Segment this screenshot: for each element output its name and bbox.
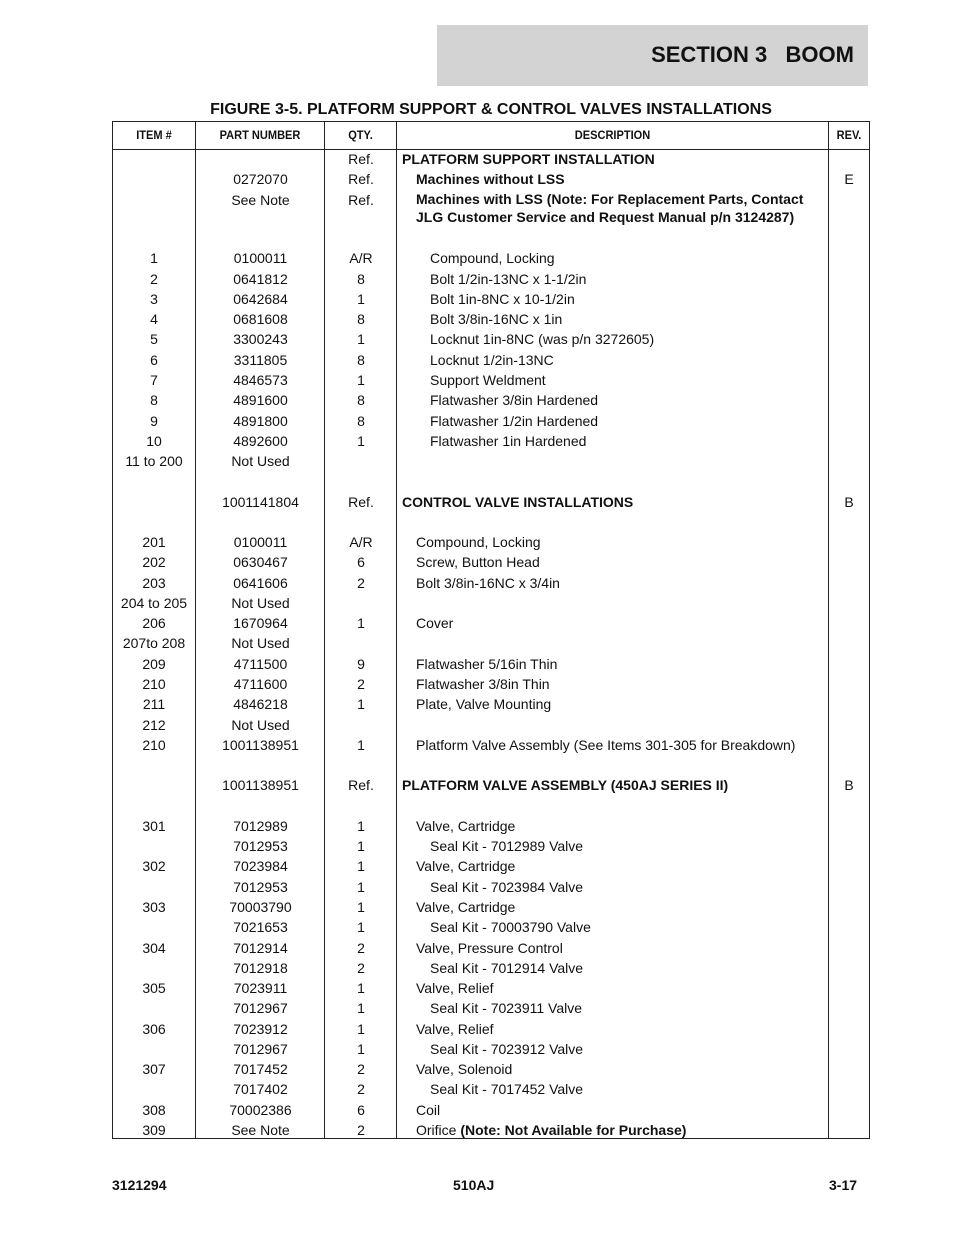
- cell-qty: 1: [357, 615, 365, 632]
- cell-part-number: 4891800: [233, 412, 288, 429]
- cell-qty: 6: [357, 1101, 365, 1118]
- table-row: [113, 735, 869, 755]
- table-row: [113, 1100, 869, 1120]
- cell-qty: 1: [357, 1040, 365, 1057]
- cell-description: [402, 1039, 830, 1059]
- table-row: [113, 309, 869, 329]
- cell-part-number: 7023912: [233, 1020, 288, 1037]
- table-row: [113, 289, 869, 309]
- table-row: [113, 654, 869, 674]
- cell-part-number: 7012914: [233, 939, 288, 956]
- cell-qty: 1: [357, 838, 365, 855]
- cell-part-number: Not Used: [231, 453, 290, 470]
- cell-qty: 8: [357, 311, 365, 328]
- cell-qty: 2: [357, 676, 365, 693]
- cell-part-number: 4892600: [233, 432, 288, 449]
- column-header-item: ITEM #: [136, 128, 172, 142]
- cell-item: 2: [150, 270, 158, 287]
- description-text: Cover: [416, 615, 454, 632]
- cell-item: 1: [150, 250, 158, 267]
- cell-part-number: 3300243: [233, 331, 288, 348]
- cell-qty: 1: [357, 878, 365, 895]
- table-row: [113, 938, 869, 958]
- cell-part-number: 70003790: [229, 898, 292, 915]
- cell-item: 5: [150, 331, 158, 348]
- cell-item: 203: [142, 574, 166, 591]
- table-row: [113, 329, 869, 349]
- cell-description: [402, 877, 830, 897]
- cell-qty: 1: [357, 817, 365, 834]
- cell-description: [402, 674, 830, 694]
- description-text: Valve, Relief: [416, 980, 494, 997]
- cell-description: [402, 816, 830, 836]
- cell-qty: 8: [357, 392, 365, 409]
- description-text: Bolt 3/8in-16NC x 3/4in: [416, 574, 560, 591]
- cell-part-number: 0641606: [233, 574, 288, 591]
- description-text: Locknut 1in-8NC (was p/n 3272605): [430, 331, 655, 348]
- cell-part-number: 1001138951: [222, 777, 299, 794]
- cell-description: [402, 613, 830, 633]
- cell-item: 201: [142, 534, 166, 551]
- cell-part-number: 0641812: [233, 270, 288, 287]
- cell-description: [402, 411, 830, 431]
- cell-part-number: 3311805: [233, 351, 288, 368]
- description-text: Flatwasher 1in Hardened: [430, 432, 587, 449]
- description-text: Flatwasher 5/16in Thin: [416, 655, 558, 672]
- cell-item: 210: [142, 676, 166, 693]
- column-header-part-number: PART NUMBER: [219, 128, 301, 142]
- cell-item: 210: [142, 736, 166, 753]
- cell-qty: 8: [357, 412, 365, 429]
- description-text: Bolt 1in-8NC x 10-1/2in: [430, 290, 575, 307]
- cell-description: [402, 269, 830, 289]
- cell-qty: 1: [357, 919, 365, 936]
- cell-description: [402, 552, 830, 572]
- table-row: [113, 978, 869, 998]
- cell-part-number: 7023984: [233, 858, 288, 875]
- cell-qty: 1: [357, 331, 365, 348]
- cell-item: 206: [142, 615, 166, 632]
- table-row: [113, 633, 869, 653]
- cell-qty: A/R: [349, 534, 373, 551]
- cell-description: [402, 532, 830, 552]
- cell-description: [402, 938, 830, 958]
- cell-description: [402, 190, 830, 226]
- table-row: [113, 169, 869, 189]
- description-text: Flatwasher 1/2in Hardened: [430, 412, 599, 429]
- description-text: Coil: [416, 1101, 441, 1118]
- table-row: [113, 897, 869, 917]
- table-row: [113, 451, 869, 471]
- description-text: Machines without LSS: [416, 171, 565, 188]
- cell-qty: Ref.: [348, 171, 374, 188]
- table-row: [113, 816, 869, 836]
- cell-part-number: 7017402: [233, 1081, 288, 1098]
- cell-item: 303: [142, 898, 166, 915]
- cell-description: [402, 329, 830, 349]
- cell-item: 309: [142, 1121, 166, 1138]
- cell-part-number: See Note: [231, 191, 290, 208]
- cell-part-number: Not Used: [231, 635, 290, 652]
- section-title: SECTION 3 BOOM: [651, 42, 854, 67]
- table-row: [113, 1019, 869, 1039]
- cell-qty: 6: [357, 554, 365, 571]
- table-header: [113, 122, 869, 150]
- cell-item: 202: [142, 554, 166, 571]
- table-row: [113, 431, 869, 451]
- cell-qty: 2: [357, 1081, 365, 1098]
- description-text: Compound, Locking: [416, 534, 541, 551]
- cell-qty: 1: [357, 736, 365, 753]
- description-text: Platform Valve Assembly (See Items 301-305 for Breakdown): [416, 736, 796, 753]
- cell-description: [402, 694, 830, 714]
- cell-description: [402, 370, 830, 390]
- table-row: [113, 190, 869, 229]
- table-row: [113, 877, 869, 897]
- description-text: Valve, Cartridge: [416, 817, 516, 834]
- table-row: [113, 917, 869, 937]
- table-row: [113, 573, 869, 593]
- cell-part-number: 7012953: [233, 878, 288, 895]
- table-row: [113, 390, 869, 410]
- cell-part-number: 0642684: [233, 290, 288, 307]
- table-row: [113, 836, 869, 856]
- cell-item: 305: [142, 980, 166, 997]
- description-text: Seal Kit - 7023912 Valve: [430, 1040, 584, 1057]
- footer-page-number: 3-17: [829, 1177, 858, 1193]
- table-spacer-row: [113, 228, 869, 248]
- cell-description: [402, 1059, 830, 1079]
- cell-part-number: 1001138951: [222, 736, 299, 753]
- cell-qty: 1: [357, 371, 365, 388]
- cell-description: [402, 1120, 830, 1140]
- cell-part-number: 4711600: [233, 676, 288, 693]
- cell-part-number: 1001141804: [222, 493, 299, 510]
- description-text: Compound, Locking: [430, 250, 555, 267]
- cell-description: [402, 654, 830, 674]
- cell-qty: Ref.: [348, 151, 374, 167]
- cell-item: 11 to 200: [125, 453, 183, 470]
- description-text: Valve, Cartridge: [416, 898, 516, 915]
- cell-description: [402, 735, 830, 755]
- cell-part-number: 4846218: [233, 696, 288, 713]
- description-text: Screw, Button Head: [416, 554, 540, 571]
- table-row: [113, 370, 869, 390]
- cell-part-number: 7012989: [233, 817, 288, 834]
- table-row: [113, 269, 869, 289]
- column-header-qty: QTY.: [348, 128, 373, 142]
- table-row: [113, 411, 869, 431]
- description-text: PLATFORM SUPPORT INSTALLATION: [402, 151, 655, 167]
- table-row: [113, 1059, 869, 1079]
- cell-part-number: See Note: [231, 1121, 290, 1138]
- cell-part-number: 0681608: [233, 311, 288, 328]
- cell-description: [402, 390, 830, 410]
- description-text: CONTROL VALVE INSTALLATIONS: [402, 493, 634, 510]
- cell-item: 10: [146, 432, 162, 449]
- cell-item: 306: [142, 1020, 166, 1037]
- cell-description: [402, 492, 830, 512]
- table-row: [113, 593, 869, 613]
- figure-title: FIGURE 3-5. PLATFORM SUPPORT & CONTROL VALVES INSTALLATIONS: [210, 101, 772, 118]
- table-row: [113, 613, 869, 633]
- cell-description: [402, 1100, 830, 1120]
- table-row: [113, 248, 869, 268]
- cell-description: [402, 856, 830, 876]
- description-text: Valve, Cartridge: [416, 858, 516, 875]
- cell-qty: 2: [357, 1061, 365, 1078]
- cell-description: [402, 573, 830, 593]
- cell-rev: B: [844, 493, 854, 510]
- cell-qty: 2: [357, 1121, 365, 1138]
- description-text: Valve, Relief: [416, 1020, 494, 1037]
- description-text: Locknut 1/2in-13NC: [430, 351, 554, 368]
- table-row: [113, 1079, 869, 1099]
- cell-item: 8: [150, 392, 158, 409]
- cell-description: [402, 289, 830, 309]
- cell-qty: 1: [357, 290, 365, 307]
- cell-description: [402, 917, 830, 937]
- table-spacer-row: [113, 512, 869, 532]
- table-row: [113, 532, 869, 552]
- cell-part-number: Not Used: [231, 594, 290, 611]
- cell-qty: Ref.: [348, 777, 374, 794]
- cell-part-number: 7017452: [233, 1061, 288, 1078]
- cell-item: 7: [150, 371, 158, 388]
- cell-description: [402, 897, 830, 917]
- cell-description: [402, 775, 830, 795]
- description-text: PLATFORM VALVE ASSEMBLY (450AJ SERIES II): [402, 777, 729, 794]
- cell-part-number: 4891600: [233, 392, 288, 409]
- parts-table: [112, 121, 870, 1139]
- table-row: [113, 775, 869, 795]
- footer-model: 510AJ: [453, 1177, 495, 1193]
- cell-qty: 2: [357, 939, 365, 956]
- cell-qty: Ref.: [348, 493, 374, 510]
- description-text: Seal Kit - 7017452 Valve: [430, 1081, 584, 1098]
- cell-item: 9: [150, 412, 158, 429]
- footer-doc-number: 3121294: [112, 1177, 167, 1193]
- table-spacer-row: [113, 755, 869, 775]
- table-row: [113, 1039, 869, 1059]
- description-text: Orifice: [416, 1121, 461, 1138]
- description-text: Bolt 3/8in-16NC x 1in: [430, 311, 563, 328]
- table-row: [113, 694, 869, 714]
- cell-description: [402, 149, 830, 169]
- cell-item: 6: [150, 351, 158, 368]
- table-row: [113, 856, 869, 876]
- cell-description: [402, 309, 830, 329]
- table-row: [113, 149, 869, 169]
- cell-description: [402, 431, 830, 451]
- description-text: Flatwasher 3/8in Hardened: [430, 392, 599, 409]
- description-text: Bolt 1/2in-13NC x 1-1/2in: [430, 270, 587, 287]
- cell-part-number: 0100011: [233, 534, 288, 551]
- cell-qty: 1: [357, 898, 365, 915]
- description-text: Valve, Pressure Control: [416, 939, 563, 956]
- table-row: [113, 674, 869, 694]
- cell-item: 3: [150, 290, 158, 307]
- description-text: Flatwasher 3/8in Thin: [416, 676, 550, 693]
- cell-qty: 9: [357, 655, 365, 672]
- section-banner: [437, 25, 868, 86]
- cell-qty: 1: [357, 1000, 365, 1017]
- cell-part-number: 7012967: [233, 1040, 288, 1057]
- table-row: [113, 998, 869, 1018]
- cell-part-number: 0630467: [233, 554, 288, 571]
- description-text: Plate, Valve Mounting: [416, 696, 552, 713]
- table-row: [113, 1120, 869, 1140]
- cell-rev: E: [844, 171, 854, 188]
- table-row: [113, 958, 869, 978]
- description-text: Machines with LSS (Note: For Replacement Parts, Contact JLG Customer Service and Request Manual p/n 3124287): [416, 190, 804, 225]
- cell-item: 212: [142, 716, 166, 733]
- cell-part-number: 7021653: [233, 919, 288, 936]
- cell-description: [402, 978, 830, 998]
- table-row: [113, 715, 869, 735]
- cell-item: 204 to 205: [120, 594, 188, 611]
- description-text: Seal Kit - 7023911 Valve: [430, 1000, 583, 1017]
- cell-qty: 1: [357, 858, 365, 875]
- cell-item: 4: [150, 311, 158, 328]
- cell-qty: 8: [357, 270, 365, 287]
- table-spacer-row: [113, 471, 869, 491]
- description-text: Valve, Solenoid: [416, 1061, 513, 1078]
- cell-description: [402, 836, 830, 856]
- cell-part-number: 7012953: [233, 838, 288, 855]
- description-text: Seal Kit - 70003790 Valve: [430, 919, 591, 936]
- cell-part-number: 4711500: [233, 655, 288, 672]
- cell-description: [402, 1019, 830, 1039]
- cell-part-number: 1670964: [233, 615, 288, 632]
- cell-part-number: 7012918: [233, 959, 288, 976]
- cell-qty: 2: [357, 574, 365, 591]
- description-text: Seal Kit - 7012914 Valve: [430, 959, 584, 976]
- cell-qty: 1: [357, 432, 365, 449]
- table-row: [113, 350, 869, 370]
- column-header-rev: REV.: [836, 128, 862, 142]
- cell-description: [402, 248, 830, 268]
- description-text: Seal Kit - 7023984 Valve: [430, 878, 584, 895]
- cell-description: [402, 1079, 830, 1099]
- cell-part-number: 70002386: [229, 1101, 292, 1118]
- cell-rev: B: [844, 777, 854, 794]
- cell-qty: 1: [357, 696, 365, 713]
- cell-description: [402, 958, 830, 978]
- cell-item: 304: [142, 939, 166, 956]
- cell-qty: 8: [357, 351, 365, 368]
- cell-description: [402, 350, 830, 370]
- cell-item: 307: [142, 1061, 166, 1078]
- table-spacer-row: [113, 796, 869, 816]
- cell-description: [402, 998, 830, 1018]
- cell-part-number: Not Used: [231, 716, 290, 733]
- cell-item: 207to 208: [122, 635, 186, 652]
- cell-part-number: 7023911: [233, 980, 288, 997]
- cell-qty: A/R: [349, 250, 373, 267]
- cell-qty: 1: [357, 980, 365, 997]
- cell-part-number: 0272070: [233, 171, 288, 188]
- cell-item: 308: [142, 1101, 166, 1118]
- description-note: (Note: Not Available for Purchase): [460, 1121, 687, 1138]
- cell-qty: Ref.: [348, 191, 374, 208]
- cell-part-number: 0100011: [233, 250, 288, 267]
- table-row: [113, 552, 869, 572]
- cell-item: 211: [142, 696, 166, 713]
- cell-description: [402, 169, 830, 189]
- description-text: Seal Kit - 7012989 Valve: [430, 838, 584, 855]
- table-row: [113, 492, 869, 512]
- cell-part-number: 7012967: [233, 1000, 288, 1017]
- description-text: Support Weldment: [430, 371, 546, 388]
- cell-qty: 2: [357, 959, 365, 976]
- cell-item: 209: [142, 655, 166, 672]
- cell-item: 301: [142, 817, 166, 834]
- cell-qty: 1: [357, 1020, 365, 1037]
- column-header-description: DESCRIPTION: [574, 128, 651, 142]
- cell-part-number: 4846573: [233, 371, 288, 388]
- cell-item: 302: [142, 858, 166, 875]
